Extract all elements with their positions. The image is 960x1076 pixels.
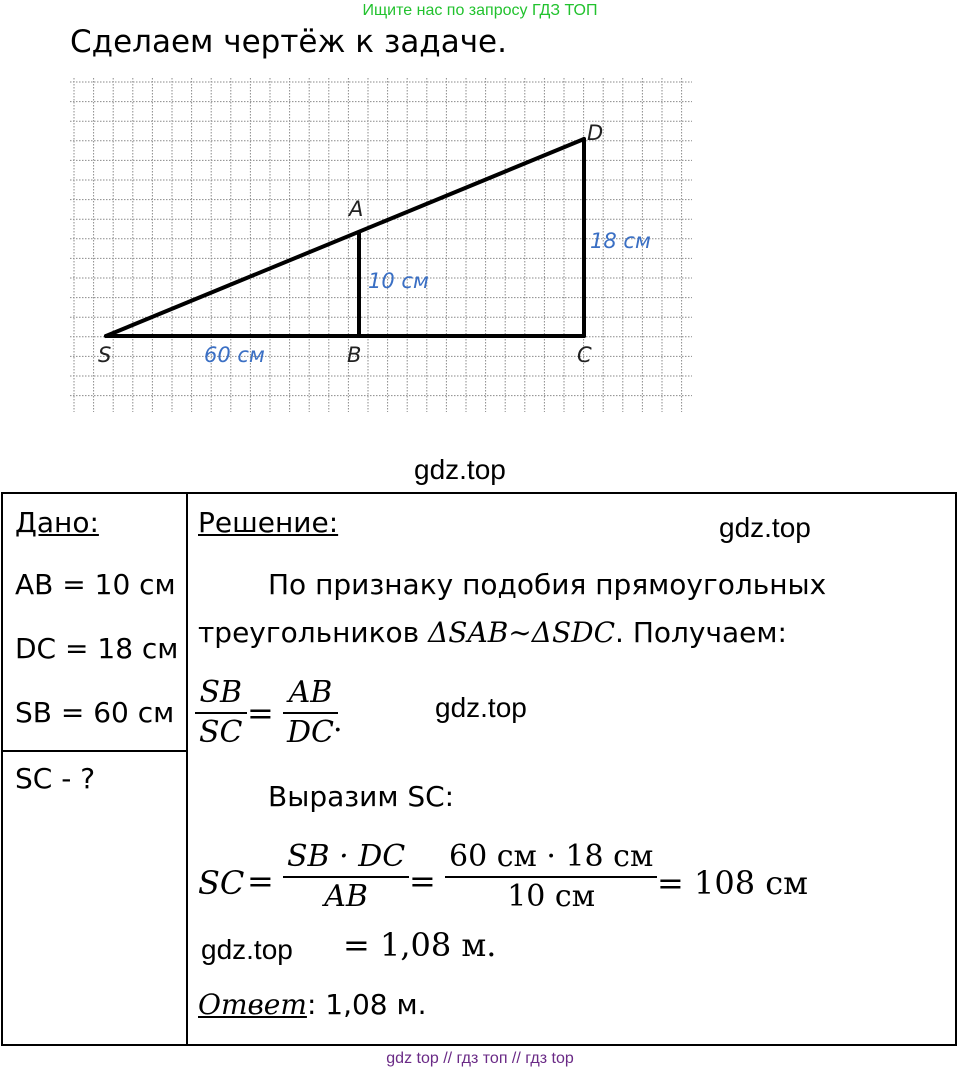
given-item: AB = 10 см (15, 568, 176, 601)
watermark: gdz.top (719, 512, 811, 543)
fraction-ab-dc (283, 674, 338, 752)
fraction-numerator: 60 см · 18 см (449, 839, 654, 874)
solution-line-2-tail: . Получаем: (615, 616, 787, 649)
fraction-numerator: AB (288, 675, 333, 710)
solution-line-2 (198, 616, 787, 649)
solution-line-2-text: треугольников (198, 616, 429, 649)
point-b-label: B (347, 343, 362, 367)
find-item: SC - ? (15, 762, 96, 795)
solution-heading: Решение: (198, 506, 339, 539)
triangle-lines (106, 139, 584, 336)
equals-sign: = (409, 862, 436, 900)
point-c-label: C (577, 343, 592, 367)
fraction-denominator: DC (287, 715, 335, 750)
hypotenuse-sd (106, 139, 584, 336)
answer-line (198, 988, 427, 1021)
length-sb-label: 60 см (204, 343, 265, 367)
fraction-numerator: SB · DC (287, 839, 406, 874)
length-dc-label: 18 см (590, 229, 651, 253)
equals-sign: = (247, 862, 274, 900)
watermark: gdz.top (201, 934, 293, 965)
watermark: gdz.top (414, 454, 506, 485)
answer-value: : 1,08 м. (306, 988, 427, 1021)
column-divider (186, 494, 188, 1044)
given-item: DC = 18 см (15, 632, 179, 665)
ratio-period: . (333, 704, 343, 739)
intro-text: Сделаем чертёж к задаче. (70, 24, 507, 60)
fraction-numerator: SB (199, 675, 243, 710)
fraction-sb-sc (195, 674, 247, 752)
point-d-label: D (587, 121, 604, 145)
formula-lhs: SC (198, 864, 245, 902)
point-s-label: S (98, 343, 112, 367)
search-banner: Ищите нас по запросу ГДЗ ТОП (362, 2, 598, 19)
solution-table (1, 492, 957, 1046)
given-heading: Дано: (15, 506, 99, 539)
length-ab-label: 10 см (368, 269, 429, 293)
row-divider (3, 750, 186, 752)
watermark: gdz.top (435, 692, 527, 723)
fraction-values (445, 838, 657, 916)
equals-sign: = (247, 694, 274, 732)
result-meters: = 1,08 м. (343, 926, 497, 964)
formula-result: = 108 см (657, 864, 809, 902)
footer-links: gdz top // гдз топ // гдз top (386, 1050, 574, 1067)
fraction-denominator: 10 см (507, 879, 596, 914)
point-a-label: A (349, 197, 364, 221)
solution-line-1: По признаку подобия прямоугольных (268, 568, 827, 601)
fraction-sbdc-ab (283, 838, 409, 916)
answer-label: Ответ (198, 988, 307, 1021)
fraction-denominator: SC (199, 715, 243, 750)
similarity-expression: ΔSAB∼ΔSDC (428, 616, 616, 649)
fraction-denominator: AB (324, 879, 368, 914)
triangle-diagram (70, 78, 692, 412)
express-line: Выразим SC: (268, 780, 455, 813)
given-item: SB = 60 см (15, 696, 175, 729)
